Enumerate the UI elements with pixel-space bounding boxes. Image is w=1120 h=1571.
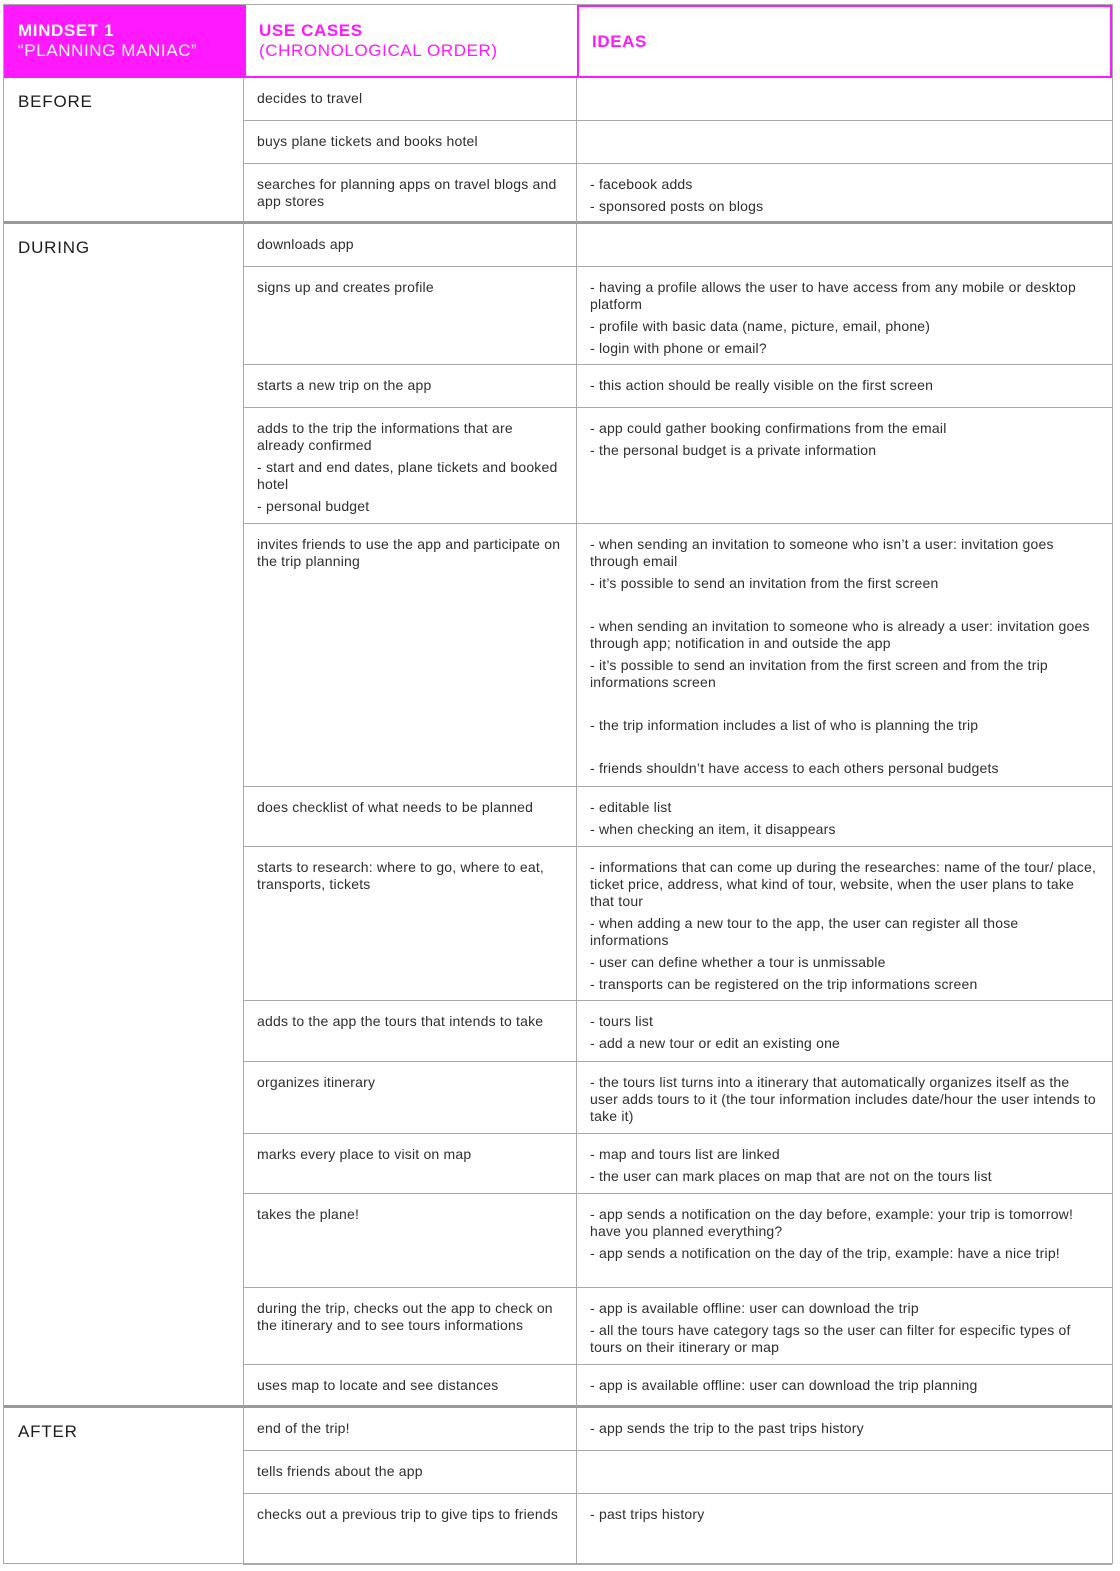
use-case-text: checks out a previous trip to give tips to friends: [257, 1506, 559, 1522]
use-case-text: uses map to locate and see distances: [257, 1377, 499, 1393]
use-case-text: end of the trip!: [257, 1420, 350, 1436]
use-case-text: starts to research: where to go, where to eat, transports, tickets: [257, 859, 545, 892]
ideas-cell: [577, 78, 1112, 121]
idea-item: - it’s possible to send an invitation from the first screen and from the trip informations screen: [590, 657, 1048, 690]
ideas-cell: [577, 1365, 1112, 1408]
use-case-cell: [244, 524, 577, 787]
idea-item: - editable list: [590, 799, 672, 815]
idea-item: - the user can mark places on map that are not on the tours list: [590, 1168, 992, 1184]
idea-item: - having a profile allows the user to have access from any mobile or desktop platform: [590, 279, 1076, 312]
idea-item: - app sends a notification on the day of the trip, example: have a nice trip!: [590, 1245, 1060, 1261]
idea-item: - all the tours have category tags so the user can filter for especific types of tours on their itinerary or map: [590, 1322, 1071, 1355]
ideas-cell: [577, 224, 1112, 267]
ideas-cell: [577, 1134, 1112, 1194]
ideas-cell: [577, 1288, 1112, 1365]
idea-item: - the tours list turns into a itinerary that automatically organizes itself as the user adds tours to it (the tour information includes date/hour the user intends to take it): [590, 1074, 1096, 1124]
use-case-text: takes the plane!: [257, 1206, 360, 1222]
use-case-cell: [244, 1365, 577, 1408]
use-case-text: does checklist of what needs to be planned: [257, 799, 534, 815]
idea-item: - app could gather booking confirmations from the email: [590, 420, 947, 436]
idea-item: - the trip information includes a list of who is planning the trip: [590, 717, 979, 733]
phase-before: BEFORE: [4, 78, 244, 224]
use-case-text: - personal budget: [257, 498, 370, 514]
use-case-cell: [244, 1494, 577, 1565]
use-case-text: - start and end dates, plane tickets and booked hotel: [257, 459, 558, 492]
idea-item: - this action should be really visible on the first screen: [590, 377, 934, 393]
ideas-cell: [577, 1408, 1112, 1451]
use-case-text: buys plane tickets and books hotel: [257, 133, 478, 149]
use-case-cell: [244, 121, 577, 164]
idea-item: - user can define whether a tour is unmissable: [590, 954, 886, 970]
ideas-cell: [577, 164, 1112, 224]
ideas-cell: [577, 787, 1112, 847]
usecases-subtitle: (CHRONOLOGICAL ORDER): [259, 41, 498, 60]
idea-item: - when sending an invitation to someone who is already a user: invitation goes through app; notification in and outside the app: [590, 618, 1090, 651]
idea-item: - facebook adds: [590, 176, 693, 192]
idea-item: - profile with basic data (name, picture, email, phone): [590, 318, 931, 334]
idea-item: - friends shouldn’t have access to each others personal budgets: [590, 760, 999, 776]
idea-item: - past trips history: [590, 1506, 705, 1522]
idea-item: - when checking an item, it disappears: [590, 821, 836, 837]
use-case-cell: [244, 164, 577, 224]
idea-item: - app is available offline: user can download the trip: [590, 1300, 919, 1316]
ideas-cell: [577, 1062, 1112, 1134]
use-case-cell: [244, 1001, 577, 1062]
idea-item: - it’s possible to send an invitation from the first screen: [590, 575, 939, 591]
use-case-cell: [244, 267, 577, 365]
use-case-cell: [244, 1134, 577, 1194]
use-case-text: decides to travel: [257, 90, 363, 106]
phase-during: DURING: [4, 224, 244, 1408]
use-case-cell: [244, 365, 577, 408]
mindset-subtitle: “PLANNING MANIAC”: [18, 41, 198, 60]
ideas-header: [577, 5, 1112, 78]
idea-item: - add a new tour or edit an existing one: [590, 1035, 841, 1051]
use-case-text: organizes itinerary: [257, 1074, 376, 1090]
idea-item: - when adding a new tour to the app, the user can register all those informations: [590, 915, 1019, 948]
use-case-text: signs up and creates profile: [257, 279, 434, 295]
use-case-text: adds to the app the tours that intends to take: [257, 1013, 544, 1029]
use-case-cell: [244, 1288, 577, 1365]
use-case-cell: [244, 847, 577, 1001]
idea-item: - app sends a notification on the day before, example: your trip is tomorrow! have you planned everything?: [590, 1206, 1074, 1239]
idea-item: - app sends the trip to the past trips history: [590, 1420, 864, 1436]
ideas-title: IDEAS: [592, 32, 647, 51]
ideas-cell: [577, 1451, 1112, 1494]
use-case-cell: [244, 787, 577, 847]
usecases-header: [244, 5, 577, 78]
use-case-text: adds to the trip the informations that are already confirmed: [257, 420, 513, 453]
use-case-cell: [244, 224, 577, 267]
idea-item: - transports can be registered on the trip informations screen: [590, 976, 978, 992]
ideas-cell: [577, 1001, 1112, 1062]
use-case-cell: [244, 1451, 577, 1494]
use-case-text: downloads app: [257, 236, 354, 252]
idea-item: - the personal budget is a private information: [590, 442, 877, 458]
use-case-text: searches for planning apps on travel blogs and app stores: [257, 176, 557, 209]
ideas-cell: [577, 267, 1112, 365]
idea-item: - map and tours list are linked: [590, 1146, 780, 1162]
ideas-cell: [577, 121, 1112, 164]
use-case-cell: [244, 78, 577, 121]
ideas-cell: [577, 524, 1112, 787]
idea-item: - tours list: [590, 1013, 654, 1029]
phase-after: AFTER: [4, 1408, 244, 1565]
usecases-title: USE CASES: [259, 21, 363, 40]
use-case-cell: [244, 1194, 577, 1288]
ideas-cell: [577, 408, 1112, 524]
mindset-title: MINDSET 1: [18, 21, 115, 40]
use-case-cell: [244, 1062, 577, 1134]
ideas-cell: [577, 1194, 1112, 1288]
idea-item: - when sending an invitation to someone who isn’t a user: invitation goes through email: [590, 536, 1054, 569]
idea-item: - login with phone or email?: [590, 340, 767, 356]
idea-item: - sponsored posts on blogs: [590, 198, 764, 214]
ideas-cell: [577, 1494, 1112, 1565]
mindset-header: [4, 5, 244, 78]
use-case-cell: [244, 1408, 577, 1451]
use-case-cell: [244, 408, 577, 524]
ideas-cell: [577, 847, 1112, 1001]
use-case-text: during the trip, checks out the app to check on the itinerary and to see tours informations: [257, 1300, 553, 1333]
idea-item: - app is available offline: user can download the trip planning: [590, 1377, 978, 1393]
use-case-text: starts a new trip on the app: [257, 377, 432, 393]
use-case-text: invites friends to use the app and participate on the trip planning: [257, 536, 561, 569]
use-case-text: tells friends about the app: [257, 1463, 423, 1479]
ideas-cell: [577, 365, 1112, 408]
idea-item: - informations that can come up during the researches: name of the tour/ place, ticket price, address, what kind of tour, website, when the user plans to take that tour: [590, 859, 1097, 909]
use-case-table: [3, 4, 1113, 1564]
use-case-text: marks every place to visit on map: [257, 1146, 472, 1162]
